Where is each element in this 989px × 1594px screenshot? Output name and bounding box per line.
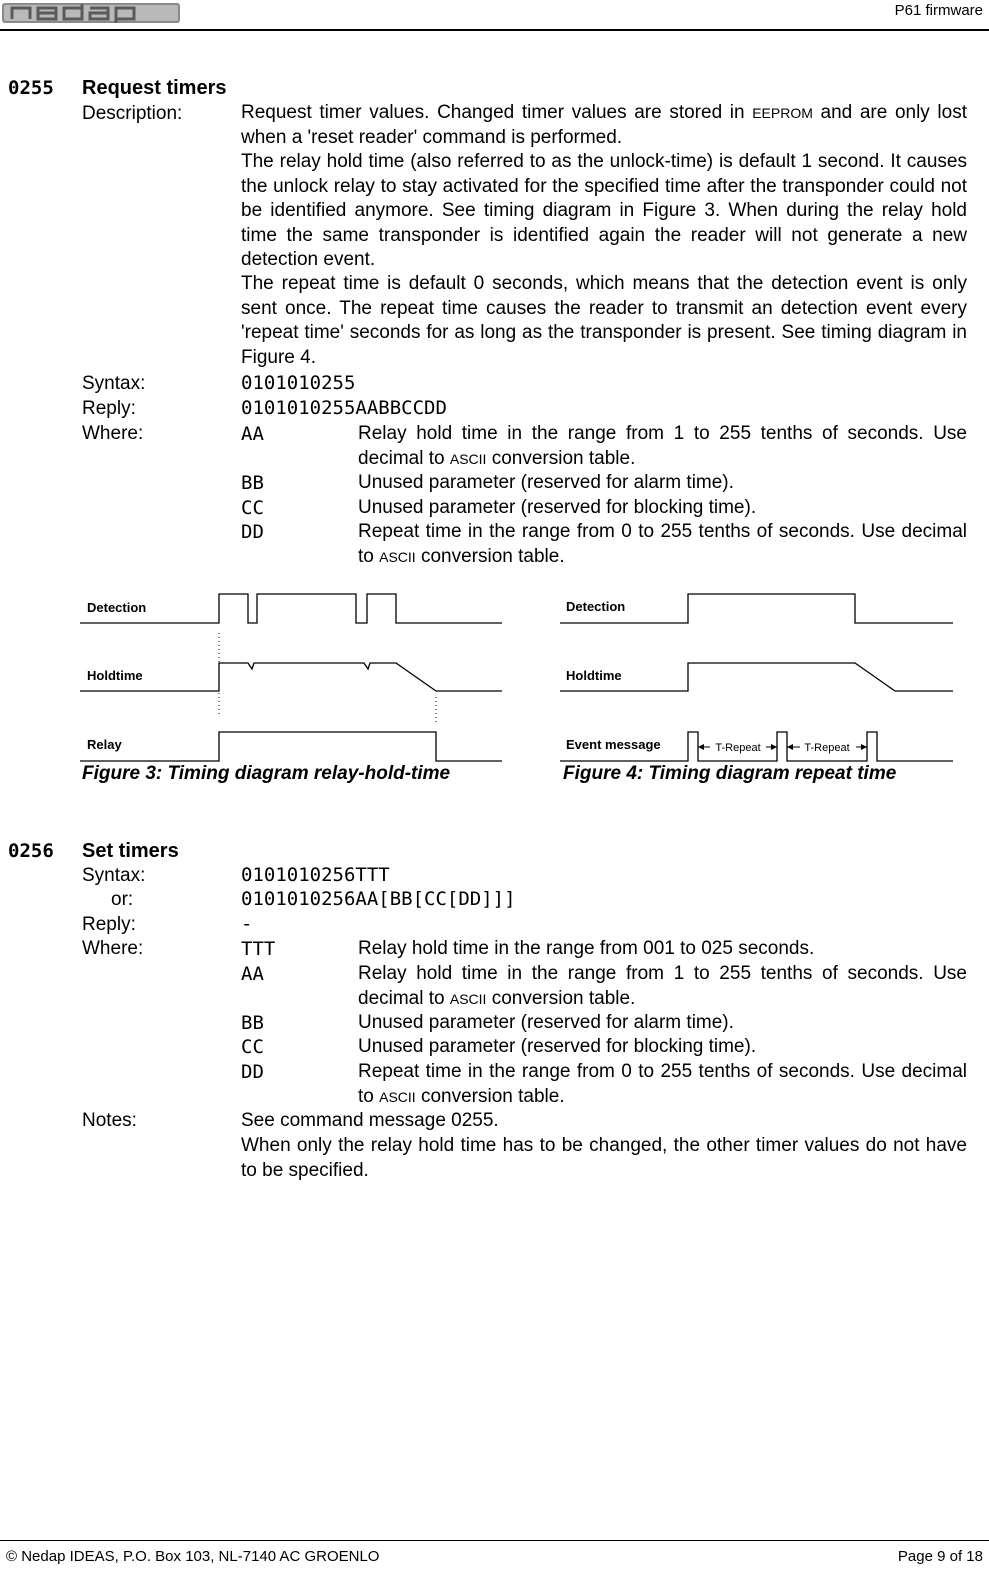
- where-label: Where:: [82, 423, 144, 444]
- section-title-0255: Request timers: [82, 77, 227, 99]
- syntax-value: 0101010256TTT: [241, 864, 390, 886]
- timing-diagram-relay-hold-time: [80, 585, 510, 770]
- where-label: Where:: [82, 938, 144, 959]
- reply-label: Reply:: [82, 914, 136, 935]
- or-label: or:: [111, 889, 134, 910]
- footer-divider: [0, 1540, 989, 1541]
- fig4-arrowhead: [698, 744, 704, 750]
- description-paragraph-3: The repeat time is default 0 seconds, which means that the detection event is only sent once. The repeat time causes the reader to transmit an detection event every 'repeat time' seconds for as long as the transponder is present. See timing diagram in Figure 4.: [241, 273, 967, 368]
- param-description: Unused parameter (reserved for alarm time).: [358, 472, 734, 493]
- fig3-relay-signal: [80, 732, 502, 761]
- reply-value: -: [241, 913, 253, 935]
- param-description: Relay hold time in the range from 1 to 255 tenths of seconds. Use decimal to ASCII conversion table.: [358, 423, 967, 469]
- footer-address: © Nedap IDEAS, P.O. Box 103, NL-7140 AC GROENLO: [6, 1548, 380, 1565]
- fig4-arrowhead: [771, 744, 777, 750]
- notes-paragraph-2: When only the relay hold time has to be changed, the other timer values do not have to be specified.: [241, 1135, 967, 1181]
- syntax-label: Syntax:: [82, 373, 146, 394]
- param-code: TTT: [241, 938, 276, 960]
- notes-label: Notes:: [82, 1110, 137, 1131]
- fig4-arrowhead: [787, 744, 793, 750]
- notes-paragraph-1: See command message 0255.: [241, 1110, 499, 1131]
- param-code: DD: [241, 1061, 264, 1083]
- fig3-holdtime-signal: [80, 663, 502, 691]
- reply-value: 0101010255AABBCCDD: [241, 397, 447, 419]
- section-title-0256: Set timers: [82, 840, 179, 862]
- timing-diagram-repeat-time: [560, 585, 970, 770]
- param-code: AA: [241, 963, 264, 985]
- section-number-0256: 0256: [8, 840, 54, 862]
- document-title: P61 firmware: [894, 2, 983, 19]
- or-syntax-value: 0101010256AA[BB[CC[DD]]]: [241, 888, 516, 910]
- nedap-logo: [2, 3, 180, 23]
- param-description: Relay hold time in the range from 1 to 255 tenths of seconds. Use decimal to ASCII conversion table.: [358, 963, 967, 1009]
- param-description: Unused parameter (reserved for blocking time).: [358, 1036, 757, 1057]
- description-paragraph-1: Request timer values. Changed timer values are stored in EEPROM and are only lost when a 'reset reader' command is performed.: [241, 102, 967, 148]
- param-description: Relay hold time in the range from 001 to 025 seconds.: [358, 938, 815, 959]
- syntax-value: 0101010255: [241, 372, 356, 394]
- param-code: CC: [241, 497, 264, 519]
- param-description: Repeat time in the range from 0 to 255 tenths of seconds. Use decimal to ASCII conversion table.: [358, 521, 967, 567]
- fig3-label-relay: Relay: [87, 737, 122, 752]
- fig4-label-detection: Detection: [566, 599, 626, 614]
- param-code: AA: [241, 423, 264, 445]
- description-paragraph-2: The relay hold time (also referred to as the unlock-time) is default 1 second. It causes the unlock relay to stay activated for the specified time after the transponder could not be identified anymore. See timing diagram in Figure 3. When during the relay hold time the same transponder is identified again the reader will not generate a new detection event.: [241, 151, 967, 270]
- page-number: Page 9 of 18: [897, 1548, 983, 1565]
- reply-label: Reply:: [82, 398, 136, 419]
- param-description: Repeat time in the range from 0 to 255 tenths of seconds. Use decimal to ASCII conversion table.: [358, 1061, 967, 1107]
- param-code: CC: [241, 1036, 264, 1058]
- fig3-label-detection: Detection: [87, 600, 147, 615]
- param-description: Unused parameter (reserved for blocking time).: [358, 497, 757, 518]
- section-number-0255: 0255: [8, 77, 54, 99]
- fig4-trepeat-label: T-Repeat: [715, 742, 761, 754]
- param-code: BB: [241, 1012, 264, 1034]
- header-divider: [0, 29, 989, 31]
- param-code: DD: [241, 521, 264, 543]
- fig4-label-event: Event message: [566, 737, 661, 752]
- syntax-label: Syntax:: [82, 865, 146, 886]
- eeprom-term: EEPROM: [752, 105, 813, 121]
- fig4-arrowhead: [861, 744, 867, 750]
- param-description: Unused parameter (reserved for alarm time).: [358, 1012, 734, 1033]
- fig4-label-holdtime: Holdtime: [566, 668, 622, 683]
- figure-3-caption: Figure 3: Timing diagram relay-hold-time: [82, 763, 451, 784]
- fig3-label-holdtime: Holdtime: [87, 668, 143, 683]
- figure-4-caption: Figure 4: Timing diagram repeat time: [563, 763, 897, 784]
- param-code: BB: [241, 472, 264, 494]
- fig4-trepeat-label: T-Repeat: [804, 742, 850, 754]
- description-label: Description:: [82, 103, 183, 124]
